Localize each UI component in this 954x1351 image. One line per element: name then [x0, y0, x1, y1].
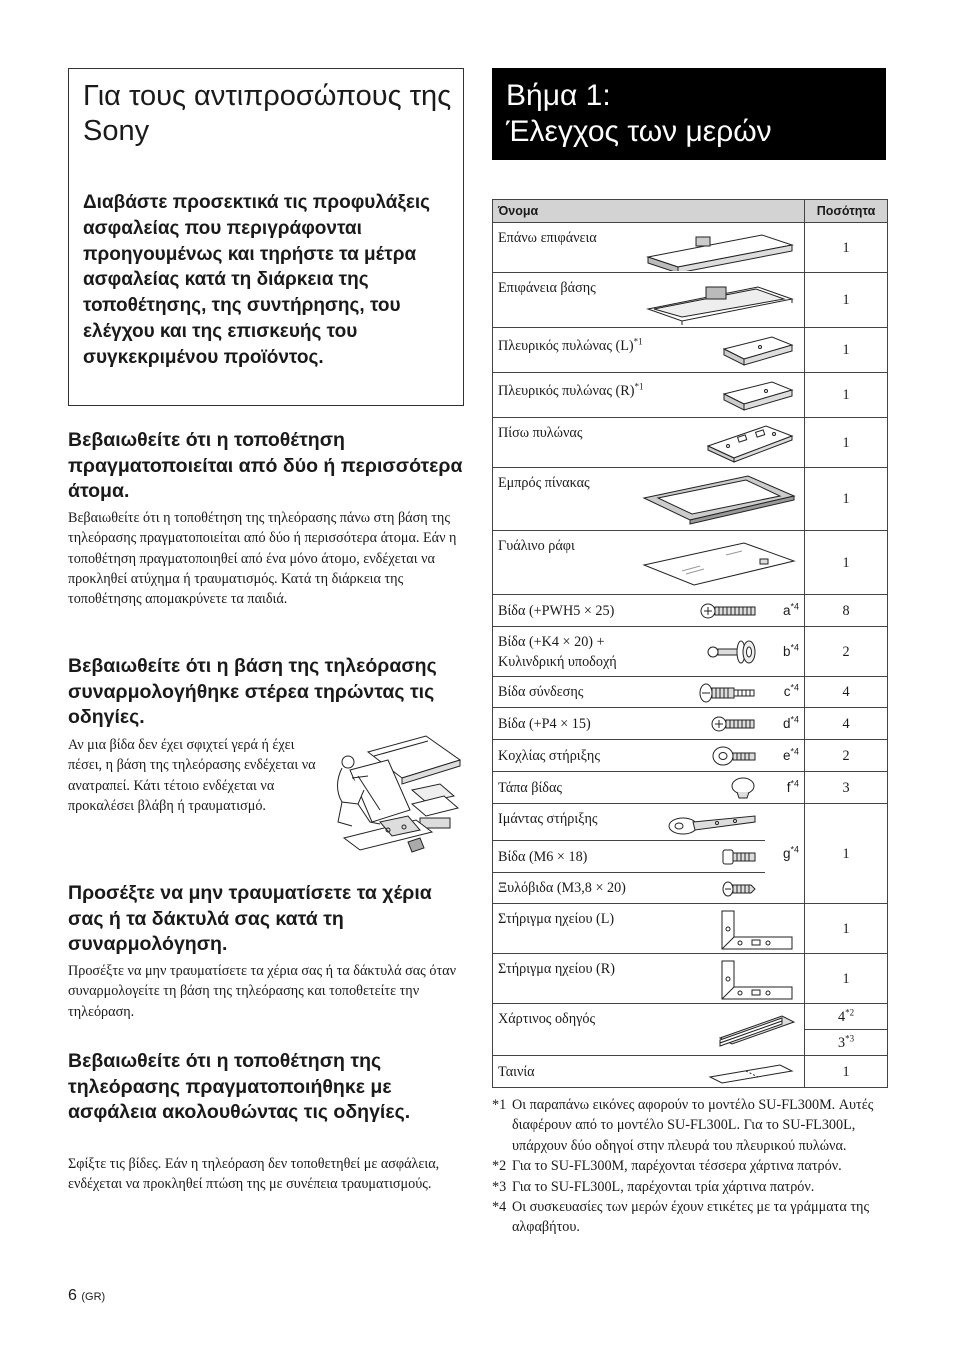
- part-cell: [493, 468, 805, 531]
- footnote-mark: *4: [790, 746, 800, 756]
- part-qty-cell: [805, 1030, 888, 1056]
- part-name: Εμπρός πίνακας: [498, 475, 590, 491]
- screw-a-icon: [699, 602, 757, 620]
- footnote-mark: *4: [492, 1199, 507, 1216]
- table-row: [493, 904, 888, 954]
- part-cell: [493, 1056, 805, 1088]
- part-letter-cell: [765, 772, 805, 804]
- table-row: [493, 627, 888, 677]
- part-name: Γυάλινο ράφι: [498, 538, 575, 554]
- part-cell: [493, 740, 765, 772]
- table-header-row: [493, 200, 888, 223]
- part-qty: 1: [805, 904, 888, 954]
- footnote-mark: *3: [492, 1178, 507, 1195]
- footnote-mark: *4: [790, 714, 800, 724]
- col-header-qty: Ποσότητα: [805, 200, 888, 223]
- part-cell: [493, 677, 765, 708]
- footnote-mark: *2: [845, 1006, 855, 1017]
- paper-guide-drawing: [718, 1012, 796, 1050]
- wood-screw-icon: [721, 880, 757, 898]
- dealer-notice-box: [68, 68, 464, 406]
- part-cell: [493, 373, 805, 418]
- table-row: [493, 708, 888, 740]
- part-name: Βίδα (+PWH5 × 25): [498, 602, 615, 619]
- part-qty: 1: [805, 373, 888, 418]
- footnote-mark: *4: [790, 642, 800, 652]
- part-cell: [493, 904, 805, 954]
- footnote-mark: *4: [790, 601, 800, 611]
- footnote: [492, 1197, 892, 1238]
- part-qty: 1: [805, 223, 888, 273]
- part-letter: e: [782, 747, 791, 763]
- part-qty: 2: [805, 627, 888, 677]
- table-row: [493, 954, 888, 1004]
- part-name: Στήριγμα ηχείου (L): [498, 911, 615, 927]
- part-qty: 2: [805, 740, 888, 772]
- part-letter: a: [782, 602, 791, 618]
- part-letter-cell: [765, 677, 805, 708]
- part-letter-cell: [765, 595, 805, 627]
- section-text-fingers: Προσέξτε να μην τραυματίσετε τα χέρια σας ή τα δάκτυλά σας όταν συναρμολογείτε τη βάση της τηλεόρασης και τοποθετείτε την τηλεόραση.: [68, 963, 456, 1020]
- part-name: Επάνω επιφάνεια: [498, 230, 597, 246]
- side-pillar-left-drawing: [720, 333, 796, 367]
- dealer-title: Για τους αντιπροσώπους της Sony: [83, 80, 452, 147]
- part-cell: [493, 708, 765, 740]
- part-cell: [493, 531, 805, 595]
- part-letter-cell: [765, 627, 805, 677]
- part-qty: 4: [805, 677, 888, 708]
- section-heading-fingers: Προσέξτε να μην τραυματίσετε τα χέρια σας ή τα δάκτυλά σας κατά τη συναρμολόγηση.: [68, 882, 432, 955]
- part-qty: 4: [805, 708, 888, 740]
- rear-pillar-drawing: [704, 422, 796, 464]
- table-row: [493, 273, 888, 328]
- part-letter-cell: [765, 740, 805, 772]
- screw-cap-icon: [729, 776, 757, 800]
- footnote-mark: *4: [790, 682, 800, 693]
- part-letter: c: [783, 684, 791, 699]
- part-name: Βίδα σύνδεσης: [498, 684, 584, 700]
- part-cell: [493, 223, 805, 273]
- section-text-assembly: Αν μια βίδα δεν έχει σφιχτεί γερά ή έχει πέσει, η βάση της τηλεόρασης ενδέχεται να ανατραπεί. Κάτι τέτοιο ενδέχεται να προκαλέσει βλάβη ή τραυματισμό.: [68, 737, 316, 814]
- part-letter: f: [786, 779, 791, 795]
- front-panel-drawing: [642, 474, 796, 526]
- footnotes: [492, 1095, 892, 1238]
- footnote-text: Για το SU-FL300M, παρέχονται τέσσερα χάρτινα πατρόν.: [512, 1158, 842, 1175]
- part-cell: [493, 841, 765, 873]
- part-name: Χάρτινος οδηγός: [498, 1011, 596, 1027]
- step-banner: [492, 68, 886, 160]
- table-row: [493, 328, 888, 373]
- footnote-mark: *3: [845, 1032, 855, 1043]
- part-qty: 1: [805, 531, 888, 595]
- footnote: [492, 1156, 892, 1176]
- tape-drawing: [706, 1059, 796, 1085]
- table-row: [493, 373, 888, 418]
- footnote-mark: *1: [634, 381, 644, 392]
- part-name: Βίδα (+P4 × 15): [498, 715, 591, 732]
- footnote-text: Οι παραπάνω εικόνες αφορούν το μοντέλο SU-FL300M. Αυτές διαφέρουν από το μοντέλο SU-FL300L. Για το SU-FL300L, υπάρχουν δύο οδηγοί στην πλευρά του πλευρικού πυλώνα.: [512, 1097, 874, 1154]
- part-name: Ξυλόβιδα (M3,8 × 20): [498, 880, 626, 896]
- section-heading-secure: Βεβαιωθείτε ότι η τοποθέτηση της τηλεόρασης πραγματοποιήθηκε με ασφάλεια ακολουθώντας τις οδηγίες.: [68, 1050, 411, 1123]
- footnote-mark: *4: [790, 778, 800, 788]
- part-name: Τάπα βίδας: [498, 779, 563, 796]
- side-pillar-right-drawing: [720, 378, 796, 412]
- part-name: Ιμάντας στήριξης: [498, 811, 598, 827]
- speaker-bracket-left-drawing: [716, 907, 796, 951]
- part-qty: 1: [805, 418, 888, 468]
- top-panel-drawing: [644, 229, 796, 271]
- page-lang: (GR): [81, 1291, 106, 1303]
- part-qty: 8: [805, 595, 888, 627]
- parts-table: [492, 199, 888, 1088]
- part-name: Βίδα (M6 × 18): [498, 848, 588, 865]
- table-row: [493, 1004, 888, 1030]
- footnote-mark: *2: [492, 1158, 507, 1175]
- part-name: Ταινία: [498, 1063, 535, 1080]
- step-title-line2: Έλεγχος των μερών: [506, 115, 772, 148]
- footnote-mark: *1: [633, 336, 643, 347]
- table-row: [493, 418, 888, 468]
- table-row: [493, 223, 888, 273]
- part-letter: b: [782, 643, 791, 659]
- part-name: Στήριγμα ηχείου (R): [498, 961, 615, 977]
- assembly-illustration: [328, 730, 466, 856]
- part-name: Πλευρικός πυλώνας (L): [498, 338, 634, 354]
- section-text-two-people: Βεβαιωθείτε ότι η τοποθέτηση της τηλεόρασης πάνω στη βάση της τηλεόρασης πραγματοποιείται από δύο ή περισσότερα άτομα. Εάν η τοποθέτηση πραγματοποιηθεί από ένα μόνο άτομο, ενδέχεται να προκληθεί ατύχημα ή τραυματισμός. Κατά τη διάρκεια της τοποθέτησης απομακρύνετε τα παιδιά.: [68, 510, 457, 608]
- section-heading-two-people: Βεβαιωθείτε ότι η τοποθέτηση πραγματοποιείται από δύο ή περισσότερα άτομα.: [68, 429, 463, 502]
- table-row: [493, 531, 888, 595]
- screw-m6-icon: [721, 848, 757, 866]
- part-name: Βίδα (+K4 × 20) + Κυλινδρική υποδοχή: [498, 634, 617, 670]
- part-qty: 1: [805, 954, 888, 1004]
- part-cell: [493, 273, 805, 328]
- part-cell: [493, 627, 765, 677]
- speaker-bracket-right-drawing: [716, 957, 796, 1001]
- step-title-line1: Βήμα 1:: [506, 79, 611, 112]
- part-cell: [493, 873, 765, 904]
- section-heading-assembly: Βεβαιωθείτε ότι η βάση της τηλεόρασης συναρμολογήθηκε στέρεα τηρώντας τις οδηγίες.: [68, 655, 437, 728]
- screw-b-icon: [707, 638, 757, 666]
- table-row: [493, 740, 888, 772]
- part-name: Πίσω πυλώνας: [498, 425, 583, 441]
- part-qty: 1: [805, 1056, 888, 1088]
- part-letter-cell: [765, 708, 805, 740]
- page-number: [68, 1287, 105, 1305]
- footnote: [492, 1095, 892, 1156]
- footnote-text: Οι συσκευασίες των μερών έχουν ετικέτες με τα γράμματα της αλφαβήτου.: [512, 1199, 870, 1236]
- footnote-mark: *4: [790, 844, 800, 854]
- part-cell: [493, 954, 805, 1004]
- part-cell: [493, 772, 765, 804]
- part-qty: 3: [837, 1034, 846, 1051]
- part-name: Επιφάνεια βάσης: [498, 280, 596, 296]
- footnote-text: Για το SU-FL300L, παρέχονται τρία χάρτινα πατρόν.: [512, 1178, 815, 1195]
- part-qty: 1: [805, 273, 888, 328]
- part-qty: 1: [805, 328, 888, 373]
- part-name: Κοχλίας στήριξης: [498, 747, 600, 764]
- screw-d-icon: [711, 715, 757, 733]
- glass-shelf-drawing: [642, 539, 796, 589]
- table-row: [493, 468, 888, 531]
- base-panel-drawing: [644, 277, 796, 325]
- dealer-lead: Διαβάστε προσεκτικά τις προφυλάξεις ασφαλείας που περιγράφονται προηγουμένως και τηρήστε τα μέτρα ασφαλείας κατά τη διάρκεια της τοποθέτησης, της συντήρησης, του ελέγχου και της επισκευής του συγκεκριμένου προϊόντος.: [83, 192, 430, 368]
- footnote: [492, 1177, 892, 1197]
- part-cell: [493, 328, 805, 373]
- part-qty: 1: [805, 468, 888, 531]
- part-qty: 3: [805, 772, 888, 804]
- table-row: [493, 595, 888, 627]
- col-header-name: Όνομα: [493, 200, 805, 223]
- page-number-value: 6: [68, 1287, 77, 1304]
- support-belt-drawing: [665, 810, 757, 838]
- screw-c-icon: [699, 682, 757, 704]
- table-row: [493, 804, 888, 841]
- table-row: [493, 1056, 888, 1088]
- footnote-mark: *1: [492, 1097, 507, 1113]
- table-row: [493, 772, 888, 804]
- part-cell: [493, 595, 765, 627]
- part-cell: [493, 418, 805, 468]
- anchor-e-icon: [711, 744, 757, 768]
- part-qty-cell: [805, 1004, 888, 1030]
- part-qty: 1: [805, 804, 888, 904]
- part-letter: d: [782, 715, 791, 731]
- section-text-secure: Σφίξτε τις βίδες. Εάν η τηλεόραση δεν τοποθετηθεί με ασφάλεια, ενδέχεται να προκληθεί πτώση της με συνέπεια τραυματισμούς.: [68, 1156, 440, 1193]
- part-cell: [493, 804, 765, 841]
- table-row: [493, 677, 888, 708]
- part-letter: g: [782, 845, 791, 861]
- part-letter-cell: [765, 804, 805, 904]
- part-name: Πλευρικός πυλώνας (R): [498, 383, 635, 399]
- step-title: [506, 78, 772, 150]
- part-qty: 4: [837, 1008, 846, 1025]
- part-cell: [493, 1004, 805, 1056]
